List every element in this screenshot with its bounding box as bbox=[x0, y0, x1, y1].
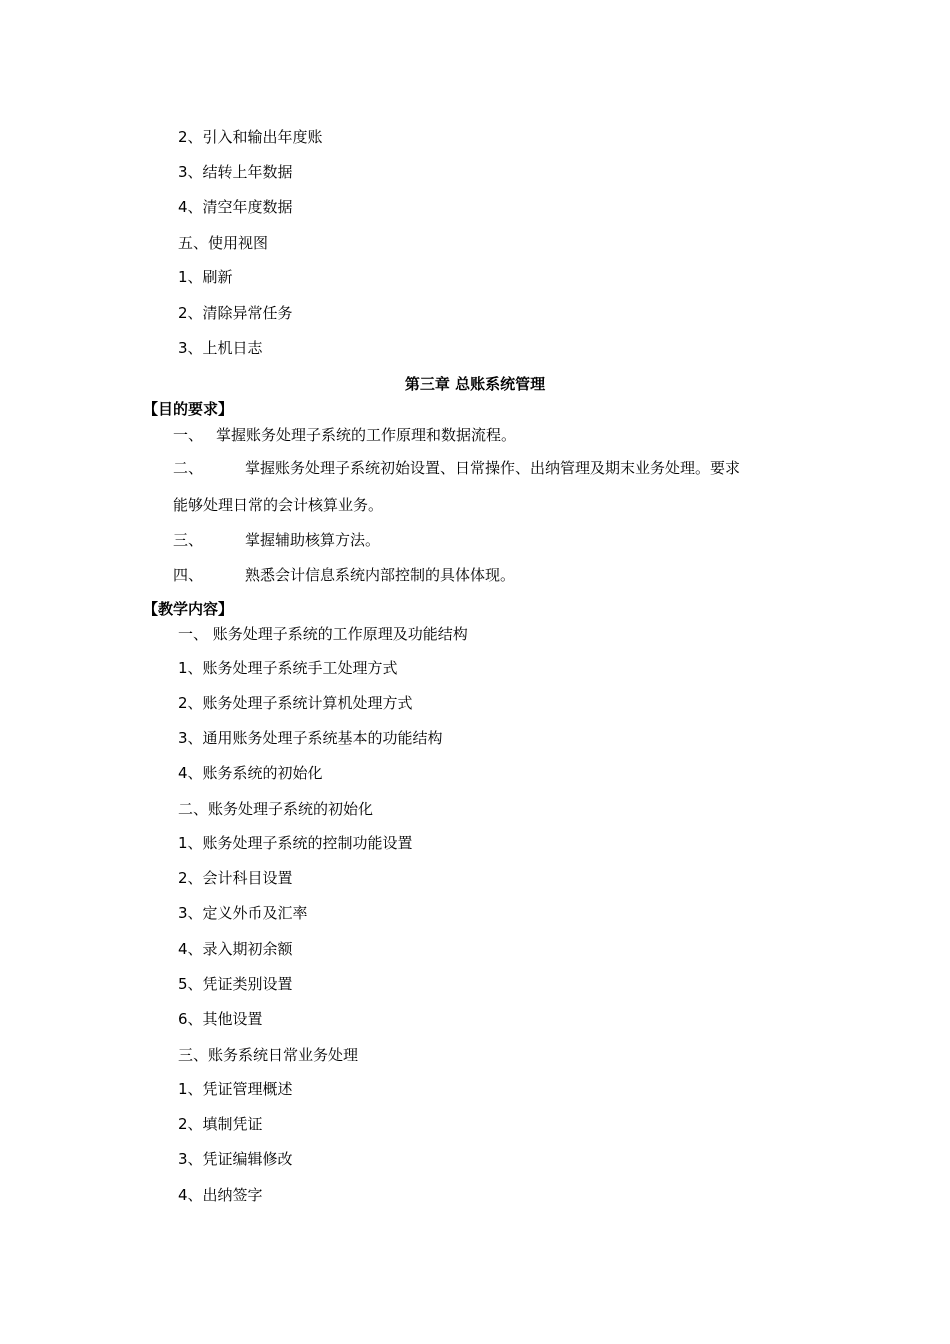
list-item: 2、清除异常任务 bbox=[178, 304, 293, 322]
list-item: 3、凭证编辑修改 bbox=[178, 1150, 293, 1168]
list-item: 3、通用账务处理子系统基本的功能结构 bbox=[178, 729, 443, 747]
list-item: 一、 账务处理子系统的工作原理及功能结构 bbox=[178, 625, 468, 643]
objective-number: 三、 bbox=[173, 531, 204, 549]
chapter-title: 第三章 总账系统管理 bbox=[404, 375, 546, 393]
objective-number: 四、 bbox=[173, 566, 204, 584]
list-item: 1、账务处理子系统的控制功能设置 bbox=[178, 834, 413, 852]
content-heading: 【教学内容】 bbox=[143, 600, 234, 618]
list-item: 2、填制凭证 bbox=[178, 1115, 263, 1133]
objective-text: 掌握辅助核算方法。 bbox=[245, 531, 381, 549]
list-item: 5、凭证类别设置 bbox=[178, 975, 293, 993]
objective-text: 掌握账务处理子系统初始设置、日常操作、出纳管理及期末业务处理。要求 bbox=[245, 459, 741, 477]
list-item: 3、上机日志 bbox=[178, 339, 263, 357]
list-item: 2、引入和输出年度账 bbox=[178, 128, 323, 146]
objective-text: 掌握账务处理子系统的工作原理和数据流程。 bbox=[216, 426, 517, 444]
objective-text-continued: 能够处理日常的会计核算业务。 bbox=[173, 496, 384, 514]
list-item: 五、使用视图 bbox=[178, 234, 269, 252]
list-item: 1、凭证管理概述 bbox=[178, 1080, 293, 1098]
list-item: 3、结转上年数据 bbox=[178, 163, 293, 181]
list-item: 4、清空年度数据 bbox=[178, 198, 293, 216]
list-item: 3、定义外币及汇率 bbox=[178, 904, 308, 922]
list-item: 4、录入期初余额 bbox=[178, 940, 293, 958]
list-item: 4、账务系统的初始化 bbox=[178, 764, 323, 782]
objective-number: 二、 bbox=[173, 459, 204, 477]
list-item: 1、账务处理子系统手工处理方式 bbox=[178, 659, 398, 677]
objective-number: 一、 bbox=[173, 426, 204, 444]
list-item: 2、会计科目设置 bbox=[178, 869, 293, 887]
list-item: 6、其他设置 bbox=[178, 1010, 263, 1028]
list-item: 2、账务处理子系统计算机处理方式 bbox=[178, 694, 413, 712]
list-item: 三、账务系统日常业务处理 bbox=[178, 1046, 359, 1064]
list-item: 1、刷新 bbox=[178, 268, 233, 286]
objectives-heading: 【目的要求】 bbox=[143, 400, 234, 418]
list-item: 二、账务处理子系统的初始化 bbox=[178, 800, 374, 818]
objective-text: 熟悉会计信息系统内部控制的具体体现。 bbox=[245, 566, 516, 584]
list-item: 4、出纳签字 bbox=[178, 1186, 263, 1204]
